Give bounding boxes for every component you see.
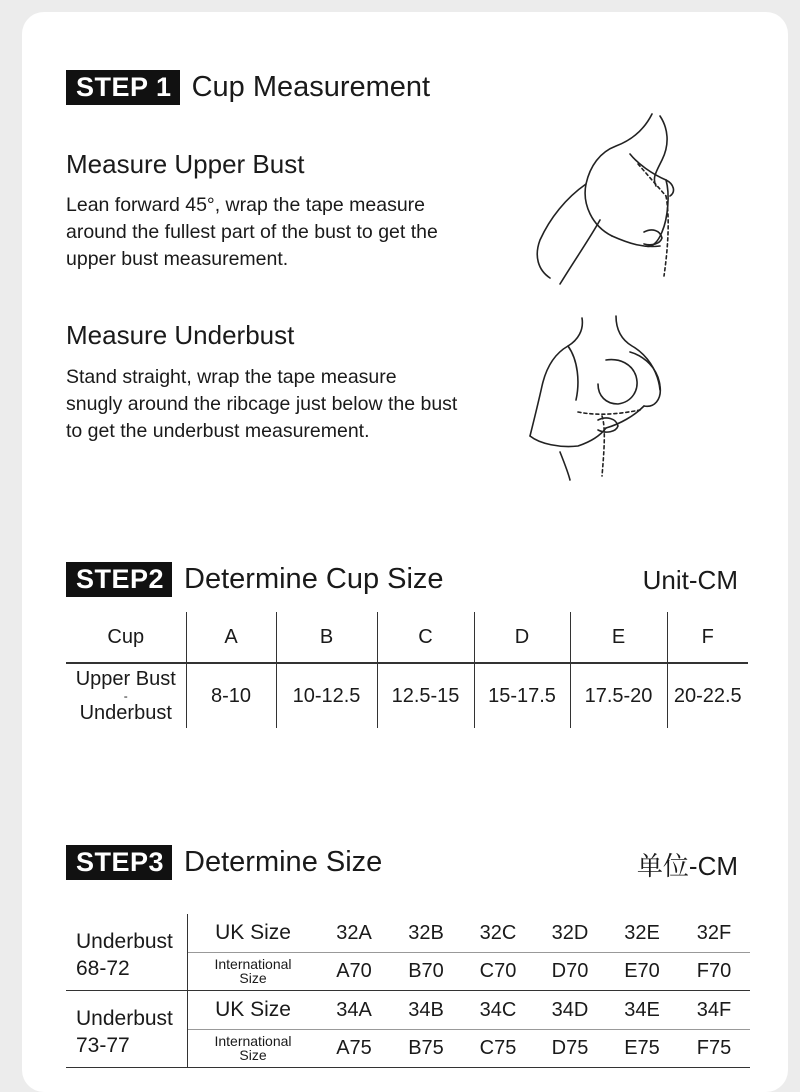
underbust-range-label (76, 1005, 173, 1059)
upper-bust-heading: Measure Upper Bust (66, 149, 305, 179)
size-cell: 32D (551, 921, 589, 944)
cup-range-row (66, 663, 748, 728)
step2-header (66, 562, 444, 597)
underbust-range: 68-72 (76, 957, 130, 980)
step3-tag: STEP3 (66, 845, 172, 880)
step3-header (66, 845, 382, 880)
cup-letter: A (186, 612, 276, 663)
upper-bust-instructions (66, 192, 486, 273)
cup-size-table (66, 612, 748, 728)
cup-header-label: Cup (66, 612, 186, 663)
cup-letter: D (474, 612, 570, 663)
underbust-name: Underbust (76, 1007, 173, 1030)
underbust-name: Underbust (76, 930, 173, 953)
size-cell: F75 (696, 1036, 732, 1059)
size-cell: 32E (624, 921, 660, 944)
cup-header-row (66, 612, 748, 663)
difference-label-dash: - (123, 689, 128, 703)
step1-header (66, 70, 430, 105)
size-cell: C70 (479, 959, 517, 982)
underbust-instructions (66, 364, 496, 445)
size-cell: E75 (624, 1036, 660, 1059)
size-cell: 34C (479, 998, 517, 1021)
size-cell: 32F (696, 921, 732, 944)
size-cell: C75 (479, 1036, 517, 1059)
intl-size-label-line: International (214, 1033, 292, 1049)
underbust-line: to get the underbust measurement. (66, 420, 370, 442)
cup-range: 17.5-20 (570, 663, 667, 728)
difference-label-top: Upper Bust (75, 668, 176, 690)
step2-title: Determine Cup Size (184, 563, 444, 595)
upper-bust-line: upper bust measurement. (66, 248, 289, 270)
size-cell: A75 (336, 1036, 372, 1059)
size-cell: 34F (696, 998, 732, 1021)
size-cell: B75 (408, 1036, 444, 1059)
step2-unit: Unit-CM (642, 565, 738, 595)
underbust-line: Stand straight, wrap the tape measure (66, 366, 397, 388)
step2-tag: STEP2 (66, 562, 172, 597)
step3-unit: 单位-CM (636, 851, 738, 881)
uk-size-label: UK Size (215, 998, 291, 1021)
cup-letter: E (570, 612, 667, 663)
size-cell: B70 (408, 959, 444, 982)
intl-size-label-line: International (214, 956, 292, 972)
upper-bust-line: Lean forward 45°, wrap the tape measure (66, 194, 426, 216)
size-cell: E70 (624, 959, 660, 982)
uk-size-row (188, 991, 750, 1030)
size-group (66, 991, 750, 1068)
cup-range: 12.5-15 (377, 663, 474, 728)
uk-size-row (188, 914, 750, 953)
underbust-range: 73-77 (76, 1034, 130, 1057)
size-cell: 34E (624, 998, 660, 1021)
size-cell: D70 (551, 959, 589, 982)
size-cell: 34D (551, 998, 589, 1021)
upper-bust-illustration (520, 108, 740, 288)
size-cell: 32C (479, 921, 517, 944)
size-table (66, 914, 750, 1068)
step1-title: Cup Measurement (191, 71, 431, 103)
size-group (66, 914, 750, 991)
size-cell: F70 (696, 959, 732, 982)
difference-label-bottom: Underbust (79, 702, 172, 724)
intl-size-row (188, 952, 750, 990)
cup-letter: C (377, 612, 474, 663)
uk-size-label: UK Size (215, 921, 291, 944)
cup-range: 10-12.5 (276, 663, 377, 728)
intl-size-label (188, 957, 318, 985)
size-cell: 32A (336, 921, 372, 944)
cup-range: 20-22.5 (667, 663, 748, 728)
underbust-line: snugly around the ribcage just below the bust (66, 393, 458, 415)
step1-tag: STEP 1 (66, 70, 180, 105)
step3-title: Determine Size (184, 846, 383, 878)
size-cell: 34B (408, 998, 444, 1021)
underbust-heading: Measure Underbust (66, 320, 295, 350)
cup-letter: F (667, 612, 748, 663)
intl-size-row (188, 1029, 750, 1067)
difference-label (66, 663, 186, 728)
size-cell: 32B (408, 921, 444, 944)
size-cell: A70 (336, 959, 372, 982)
cup-range: 8-10 (186, 663, 276, 728)
size-cell: 34A (336, 998, 372, 1021)
cup-range: 15-17.5 (474, 663, 570, 728)
intl-size-label-line: Size (239, 970, 267, 986)
underbust-range-label (76, 928, 173, 982)
upper-bust-line: around the fullest part of the bust to get the (66, 221, 438, 243)
intl-size-label-line: Size (239, 1047, 267, 1063)
intl-size-label (188, 1034, 318, 1062)
cup-letter: B (276, 612, 377, 663)
size-cell: D75 (551, 1036, 589, 1059)
underbust-illustration (520, 312, 680, 482)
